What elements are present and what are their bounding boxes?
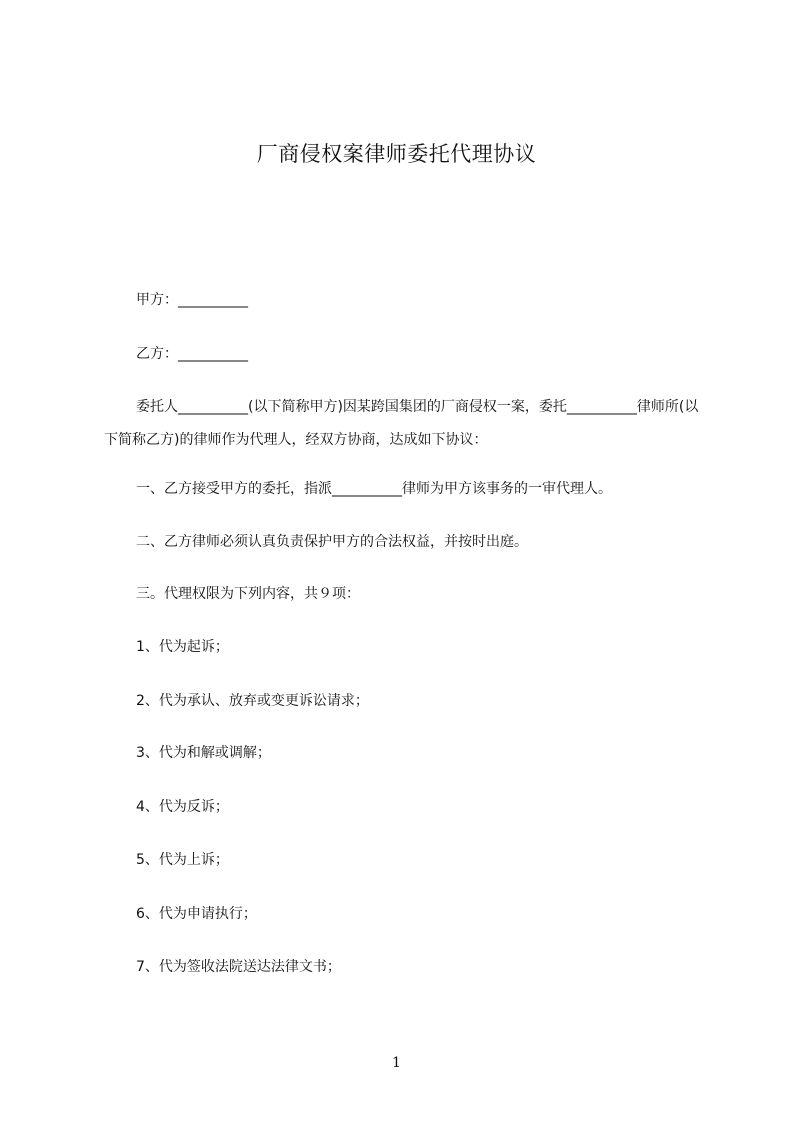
authority-item-1: 1、代为起诉；	[136, 639, 229, 655]
clause-2: 二、乙方律师必须认真负责保护甲方的合法权益，并按时出庭。	[136, 534, 528, 550]
party-b-line: 乙方：__________	[136, 346, 248, 362]
authority-item-2: 2、代为承认、放弃或变更诉讼请求；	[136, 693, 369, 709]
page-number: 1	[392, 1055, 401, 1071]
clause-1: 一、乙方接受甲方的委托，指派__________律师为甲方该事务的一审代理人。	[136, 481, 612, 497]
authority-item-4: 4、代为反诉；	[136, 799, 229, 815]
authority-item-5: 5、代为上诉；	[136, 852, 229, 868]
document-title: 厂商侵权案律师委托代理协议	[256, 142, 537, 166]
authority-item-6: 6、代为申请执行；	[136, 906, 257, 922]
clause-3: 三。代理权限为下列内容，共９项：	[136, 586, 360, 602]
authority-item-3: 3、代为和解或调解；	[136, 745, 271, 761]
authority-item-7: 7、代为签收法院送达法律文书；	[136, 959, 341, 975]
intro-paragraph: 委托人__________(以下简称甲方)因某跨国集团的厂商侵权一案，委托__________律师所(以下简称乙方)的律师作为代理人，经双方协商，达成如下协议：	[104, 399, 699, 448]
party-a-line: 甲方：__________	[136, 292, 248, 308]
